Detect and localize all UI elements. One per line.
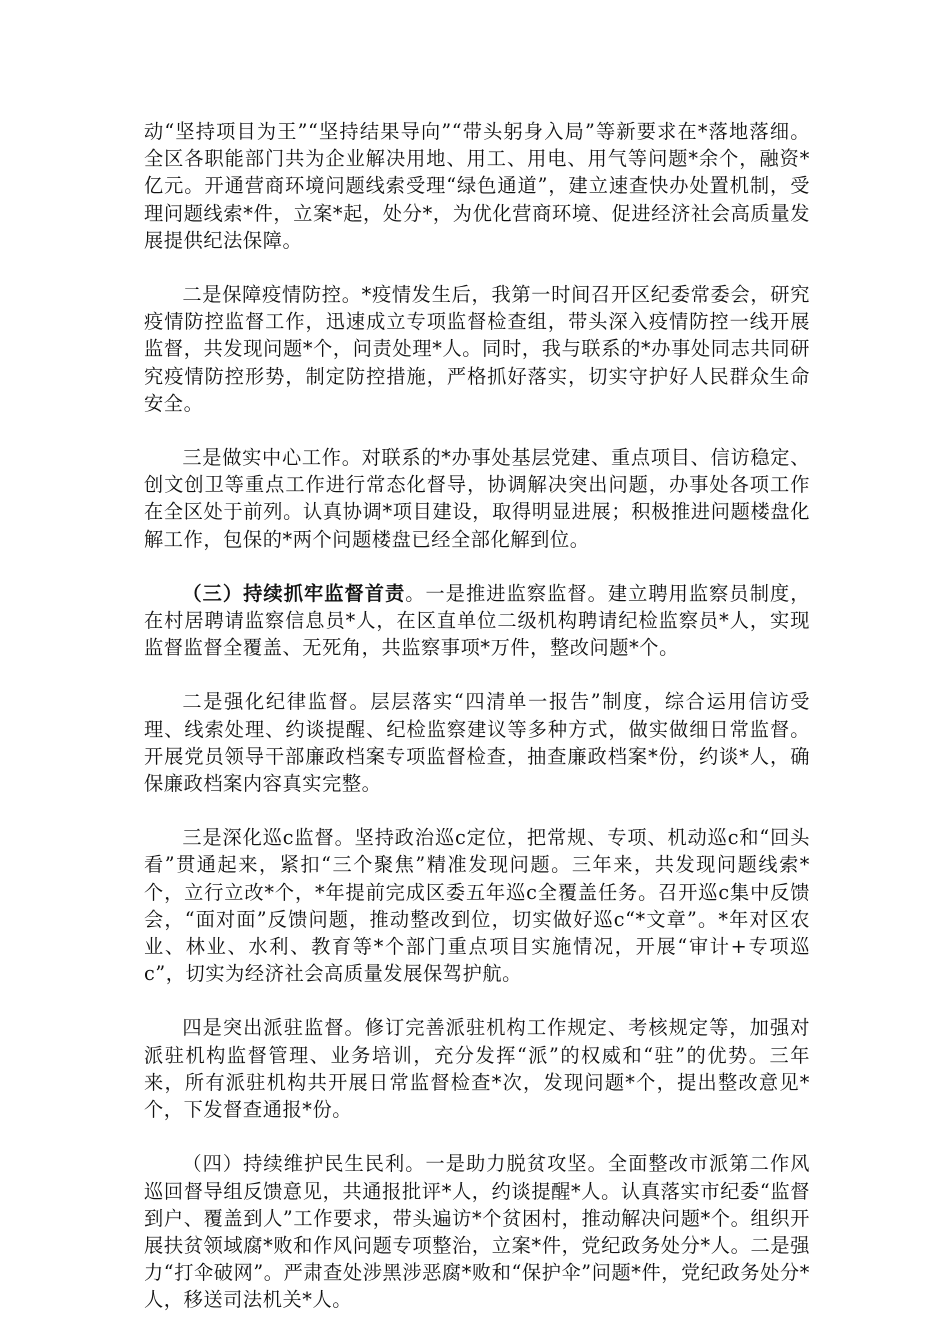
- paragraph-business-environment: 动“坚持项目为王”“坚持结果导向”“带头躬身入局”等新要求在*落地落细。全区各职能部门共为企业解决用地、用工、用电、用气等问题*余个，融资*亿元。开通营商环境问题线索受理“绿色通道”，建立速查快办处置机制，受理问题线索*件，立案*起，处分*，为优化营商环境、促进经济社会高质量发展提供纪法保障。: [144, 120, 810, 252]
- paragraph-inspection-supervision: 三是深化巡c监督。坚持政治巡c定位，把常规、专项、机动巡c和“回头看”贯通起来，紧扣“三个聚焦”精准发现问题。三年来，共发现问题线索*个，立行立改*个，*年提前完成区委五年巡c全覆盖任务。召开巡c集中反馈会，“面对面”反馈问题，推动整改到位，切实做好巡c“*文章”。*年对区农业、林业、水利、教育等*个部门重点项目实施情况，开展“审计+专项巡c”，切实为经济社会高质量发展保驾护航。: [144, 826, 810, 986]
- paragraph-central-work: 三是做实中心工作。对联系的*办事处基层党建、重点项目、信访稳定、创文创卫等重点工作进行常态化督导，协调解决突出问题，办事处各项工作在全区处于前列。认真协调*项目建设，取得明显进展；积极推进问题楼盘化解工作，包保的*两个问题楼盘已经全部化解到位。: [144, 446, 810, 551]
- paragraph-supervision-body: 。一是推进监察监督。建立聘用监察员制度，在村居聘请监察信息员*人，在区直单位二级机构聘请纪检监察员*人，实现监督监督全覆盖、无死角，共监察事项*万件，整改问题*个。: [144, 581, 810, 660]
- paragraph-discipline-supervision: 二是强化纪律监督。层层落实“四清单一报告”制度，综合运用信访受理、线索处理、约谈提醒、纪检监察建议等多种方式，做实做细日常监督。开展党员领导干部廉政档案专项监督检查，抽查廉政档案*份，约谈*人，确保廉政档案内容真实完整。: [144, 690, 810, 796]
- paragraph-epidemic-control: 二是保障疫情防控。*疫情发生后，我第一时间召开区纪委常委会，研究疫情防控监督工作，迅速成立专项监督检查组，带头深入疫情防控一线开展监督，共发现问题*个，问责处理*人。同时，我与联系的*办事处同志共同研究疫情防控形势，制定防控措施，严格抓好落实，切实守护好人民群众生命安全。: [144, 283, 810, 415]
- section-heading-3: （三）持续抓牢监督首责: [182, 581, 406, 605]
- paragraph-stationed-supervision: 四是突出派驻监督。修订完善派驻机构工作规定、考核规定等，加强对派驻机构监督管理、业务培训，充分发挥“派”的权威和“驻”的优势。三年来，所有派驻机构共开展日常监督检查*次，发现问题*个，提出整改意见*个，下发督查通报*份。: [144, 1016, 810, 1122]
- paragraph-supervision-first-duty: [144, 580, 810, 662]
- paragraph-livelihood: （四）持续维护民生民利。一是助力脱贫攻坚。全面整改市派第二作风巡回督导组反馈意见，共通报批评*人，约谈提醒*人。认真落实市纪委“监督到户、覆盖到人”工作要求，带头遍访*个贫困村，推动解决问题*个。组织开展扶贫领域腐*败和作风问题专项整治，立案*件，党纪政务处分*人。二是强力“打伞破网”。严肃查处涉黑涉恶腐*败和“保护伞”问题*件，党纪政务处分*人，移送司法机关*人。: [144, 1152, 810, 1312]
- document-body: [144, 118, 810, 1341]
